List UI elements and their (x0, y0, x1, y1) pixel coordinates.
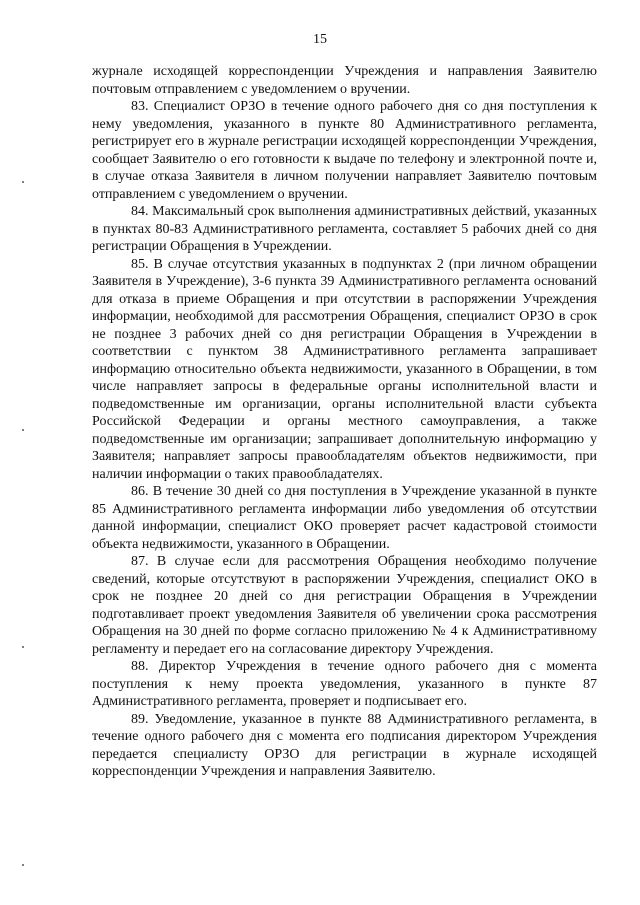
paragraph-86: 86. В течение 30 дней со дня поступления в Учреждение указанной в пункте 85 Административного регламента информации либо уведомления об отсутствии данной информации, специалист ОКО проверяет расчет кадастровой стоимости объекта недвижимости, указанного в Обращении. (92, 484, 597, 552)
page-number: 15 (313, 32, 327, 47)
document-body (92, 63, 597, 781)
margin-mark (22, 429, 24, 431)
paragraph-89: 89. Уведомление, указанное в пункте 88 Административного регламента, в течение одного рабочего дня с момента его подписания директором Учреждения передается специалисту ОРЗО для регистрации в журнале исходящей корреспонденции Учреждения и направления Заявителю. (92, 711, 597, 779)
margin-mark (22, 864, 24, 866)
paragraph-88: 88. Директор Учреждения в течение одного рабочего дня с момента поступления к нему проекта уведомления, указанного в пункте 87 Административного регламента, проверяет и подписывает его. (92, 659, 597, 709)
paragraph-84: 84. Максимальный срок выполнения административных действий, указанных в пунктах 80-83 Административного регламента, составляет 5 рабочих дней со дня регистрации Обращения в Учреждении. (92, 204, 597, 254)
margin-mark (22, 646, 24, 648)
paragraph-87: 87. В случае если для рассмотрения Обращения необходимо получение сведений, которые отсутствуют в распоряжении Учреждения, специалист ОКО в срок не позднее 20 дней со дня регистрации Обращения в Учреждении подготавливает проект уведомления Заявителя об увеличении срока рассмотрения Обращения на 30 дней по форме согласно приложению № 4 к Административному регламенту и передает его на согласование директору Учреждения. (92, 554, 597, 657)
paragraph-85: 85. В случае отсутствия указанных в подпунктах 2 (при личном обращении Заявителя в Учреждение), 3-6 пункта 39 Административного регламента оснований для отказа в приеме Обращения и при отсутствии в распоряжении Учреждения информации, необходимой для рассмотрения Обращения, специалист ОРЗО в срок не позднее 3 рабочих дней со дня регистрации Обращения в Учреждении в соответствии с пунктом 38 Административного регламента запрашивает информацию относительно объекта недвижимости, указанного в Обращении, в том числе направляет запросы в федеральные органы исполнительной власти и подведомственные им организации, органы исполнительной власти субъекта Российской Федерации и органы местного самоуправления, а также подведомственные им организации; запрашивает дополнительную информацию у Заявителя; направляет запросы правообладателям объектов недвижимости, при наличии информации о таких правообладателях. (92, 256, 597, 482)
paragraph-83: 83. Специалист ОРЗО в течение одного рабочего дня со дня поступления к нему уведомления, указанного в пункте 80 Административного регламента, регистрирует его в журнале регистрации исходящей корреспонденции Учреждения, сообщает Заявителю о его готовности к выдаче по телефону и электронной почте и, в случае отказа Заявителя в личном получении направляет Заявителю почтовым отправлением с уведомлением о вручении. (92, 99, 597, 202)
paragraph-continuation: журнале исходящей корреспонденции Учреждения и направления Заявителю почтовым отправлением с уведомлением о вручении. (92, 64, 597, 97)
margin-mark (22, 181, 24, 183)
